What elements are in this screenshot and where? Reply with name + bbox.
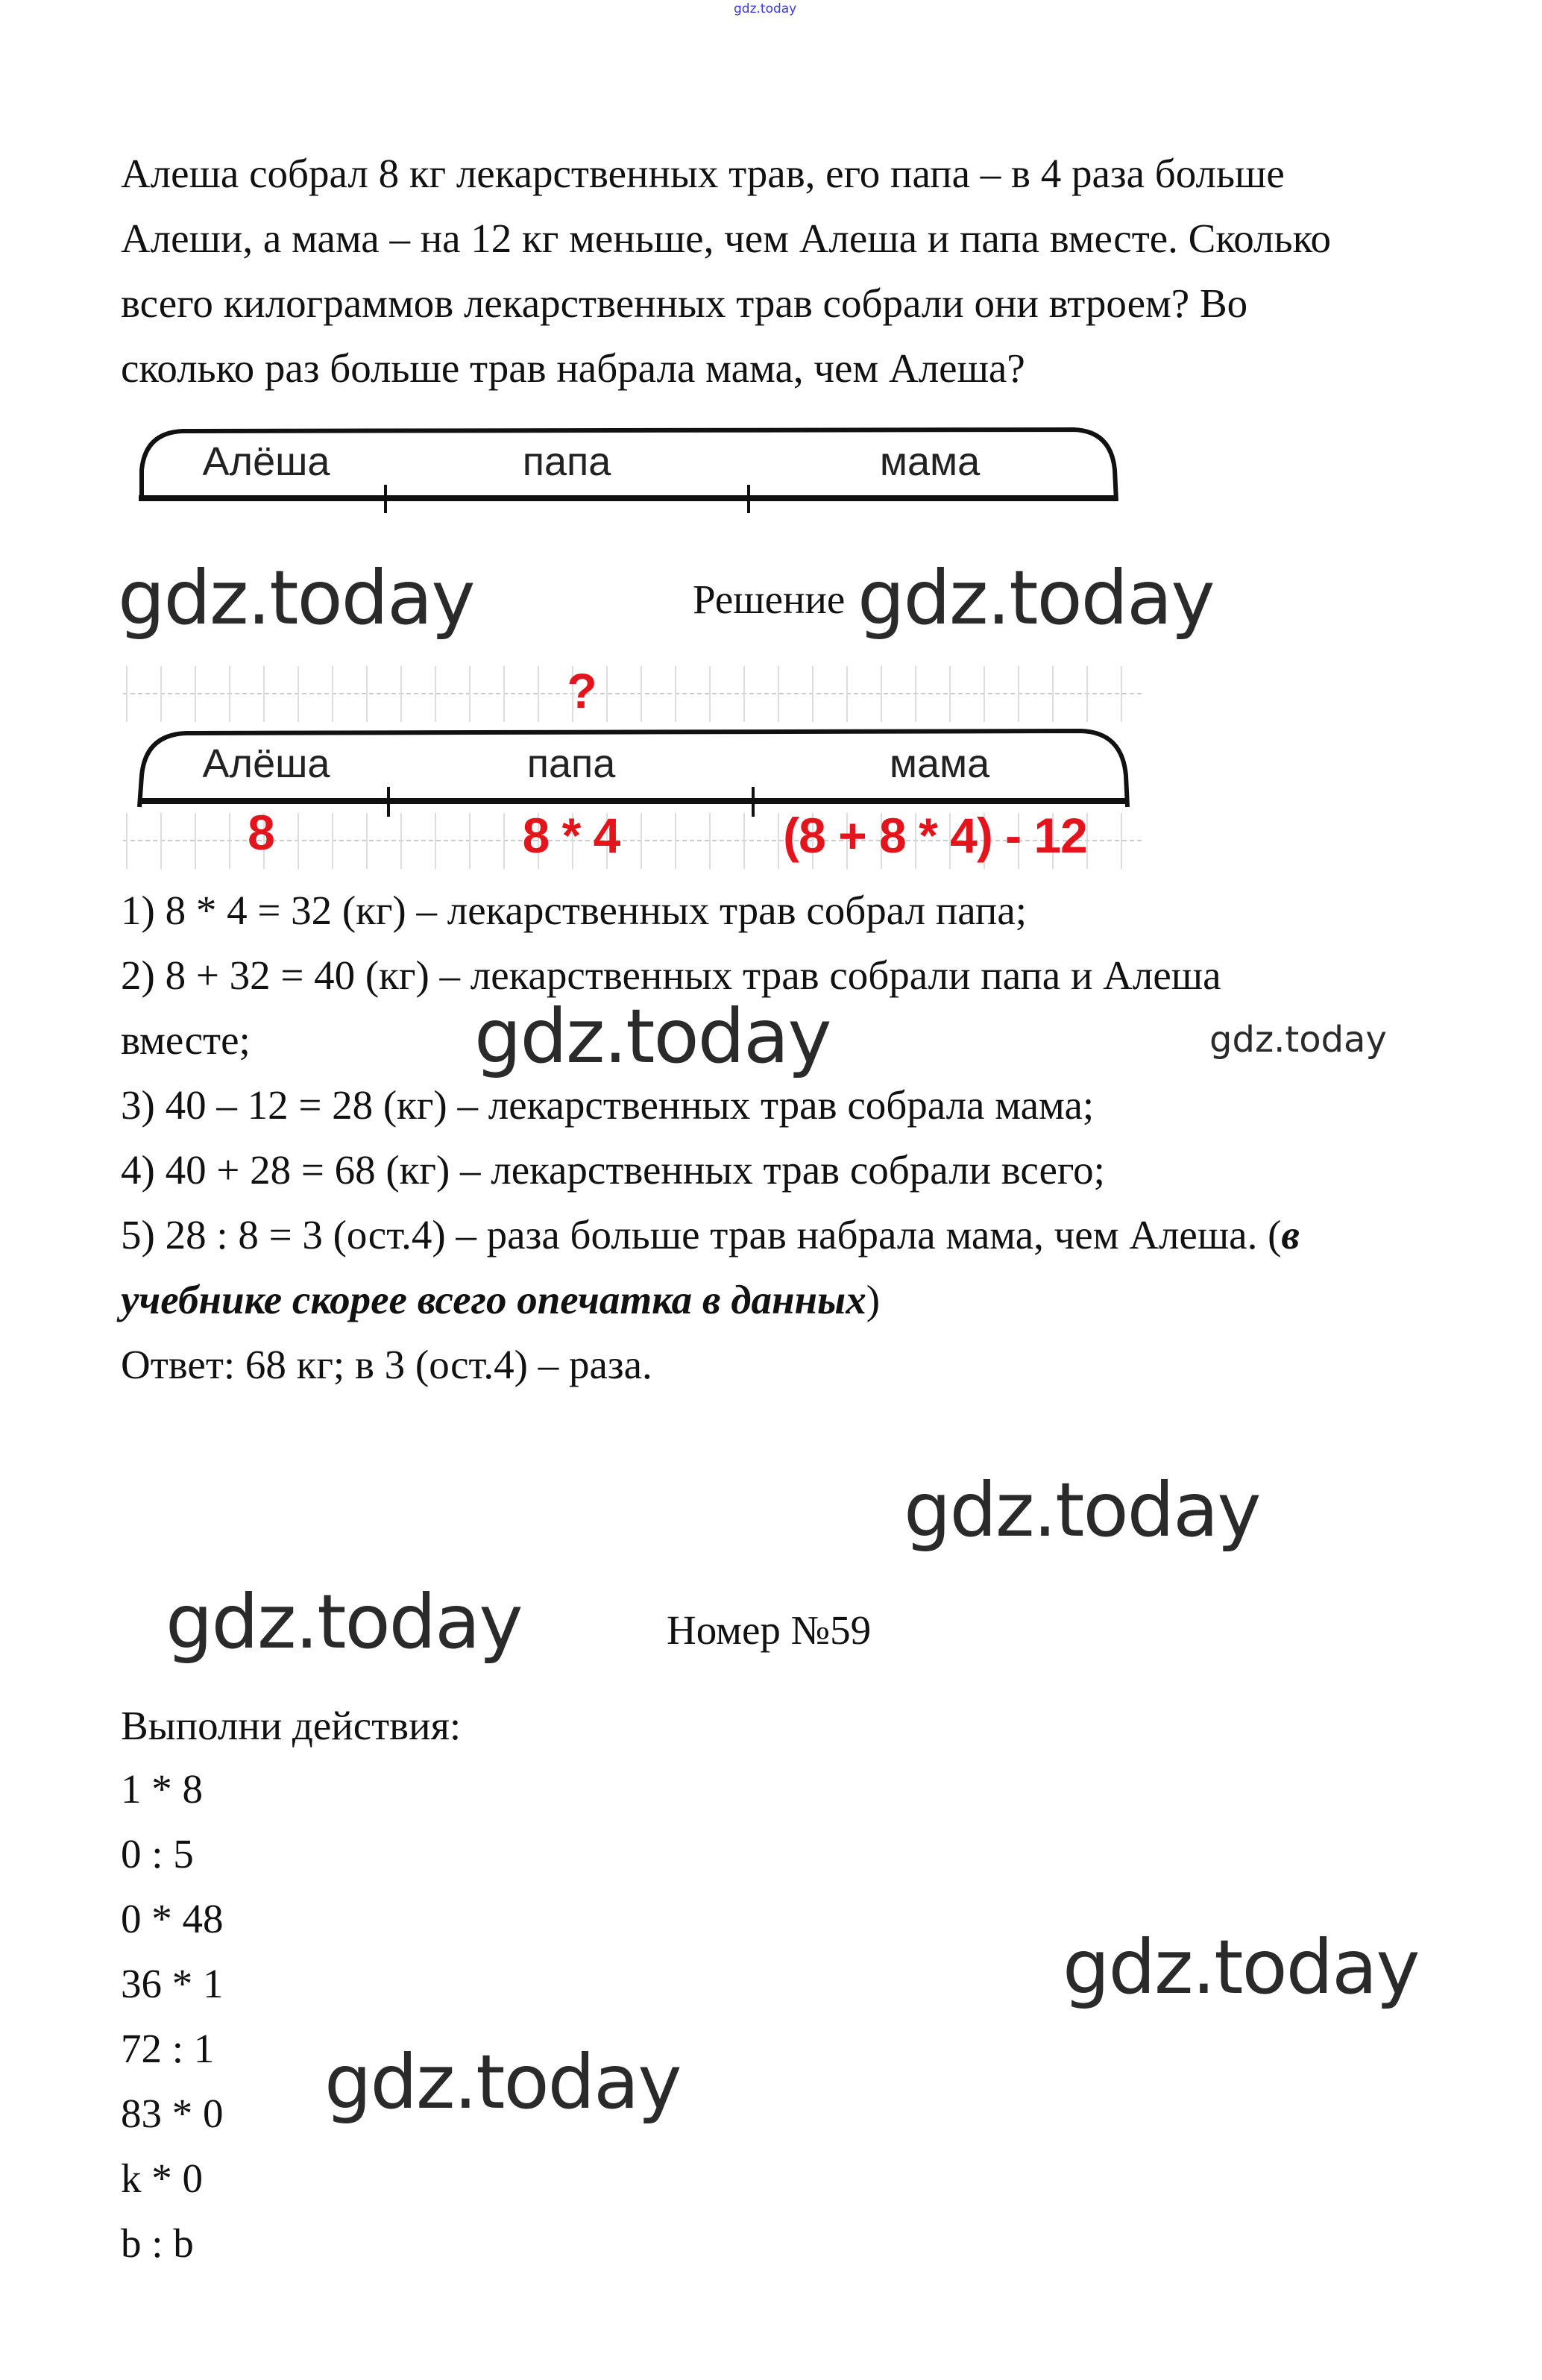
note-start: в bbox=[1281, 1212, 1300, 1257]
solution-step bbox=[121, 1202, 1300, 1267]
problem-number-title: Номер №59 bbox=[667, 1607, 872, 1653]
problem-line: Алеши, а мама – на 12 кг меньше, чем Алеша и папа вместе. Сколько bbox=[121, 216, 1332, 261]
solution-step: 1) 8 * 4 = 32 (кг) – лекарственных трав собрал папа; bbox=[121, 888, 1028, 933]
header-watermark: gdz.today bbox=[734, 1, 797, 16]
segment-label-alyosha: Алёша bbox=[202, 741, 330, 786]
segment-label-mama: мама bbox=[879, 439, 981, 484]
note-text: учебнике скорее всего опечатка в данных bbox=[121, 1277, 866, 1322]
note-close: ) bbox=[866, 1277, 881, 1322]
question-mark: ? bbox=[567, 663, 597, 718]
exercise-item: 72 : 1 bbox=[121, 2026, 215, 2071]
watermark: gdz.today bbox=[166, 1578, 522, 1665]
exercise-item: 83 * 0 bbox=[121, 2091, 224, 2136]
exercise-item: 0 : 5 bbox=[121, 1831, 194, 1877]
solution-step: 4) 40 + 28 = 68 (кг) – лекарственных трав собрали всего; bbox=[121, 1147, 1105, 1193]
exercise-item: k * 0 bbox=[121, 2155, 203, 2201]
exercise-item: 36 * 1 bbox=[121, 1961, 224, 2006]
segment-label-mama: мама bbox=[889, 741, 990, 786]
watermark: gdz.today bbox=[118, 554, 474, 641]
value-alyosha: 8 bbox=[248, 805, 274, 860]
problem-line: Алеша собрал 8 кг лекарственных трав, его папа – в 4 раза больше bbox=[121, 151, 1285, 196]
instruction: Выполни действия: bbox=[121, 1703, 462, 1748]
note-line bbox=[121, 1267, 880, 1332]
problem-line: всего килограммов лекарственных трав собрали они втроем? Во bbox=[121, 280, 1248, 326]
solution-step: 3) 40 – 12 = 28 (кг) – лекарственных трав собрала мама; bbox=[121, 1082, 1095, 1128]
solution-step: 2) 8 + 32 = 40 (кг) – лекарственных трав собрали папа и Алеша bbox=[121, 952, 1221, 998]
watermark: gdz.today bbox=[474, 993, 831, 1080]
exercise-item: 0 * 48 bbox=[121, 1896, 224, 1941]
step5-text: 5) 28 : 8 = 3 (ост.4) – раза больше трав набрала мама, чем Алеша. ( bbox=[121, 1212, 1282, 1257]
exercise-item: 1 * 8 bbox=[121, 1766, 203, 1812]
watermark: gdz.today bbox=[1063, 1924, 1419, 2011]
value-mama: (8 + 8 * 4) - 12 bbox=[783, 808, 1087, 863]
watermark-small: gdz.today bbox=[1209, 1019, 1387, 1061]
segment-label-papa: папа bbox=[522, 439, 611, 484]
watermark: gdz.today bbox=[904, 1466, 1260, 1554]
watermark: gdz.today bbox=[324, 2038, 681, 2126]
watermark: gdz.today bbox=[857, 554, 1214, 641]
segment-label-papa: папа bbox=[526, 741, 616, 786]
value-papa: 8 * 4 bbox=[522, 808, 620, 863]
solution-title: Решение bbox=[693, 577, 846, 622]
answer: Ответ: 68 кг; в 3 (ост.4) – раза. bbox=[121, 1342, 652, 1387]
segment-label-alyosha: Алёша bbox=[202, 439, 330, 484]
exercise-item: b : b bbox=[121, 2220, 194, 2266]
problem-line: сколько раз больше трав набрала мама, чем Алеша? bbox=[121, 345, 1025, 391]
solution-step: вместе; bbox=[121, 1017, 251, 1063]
